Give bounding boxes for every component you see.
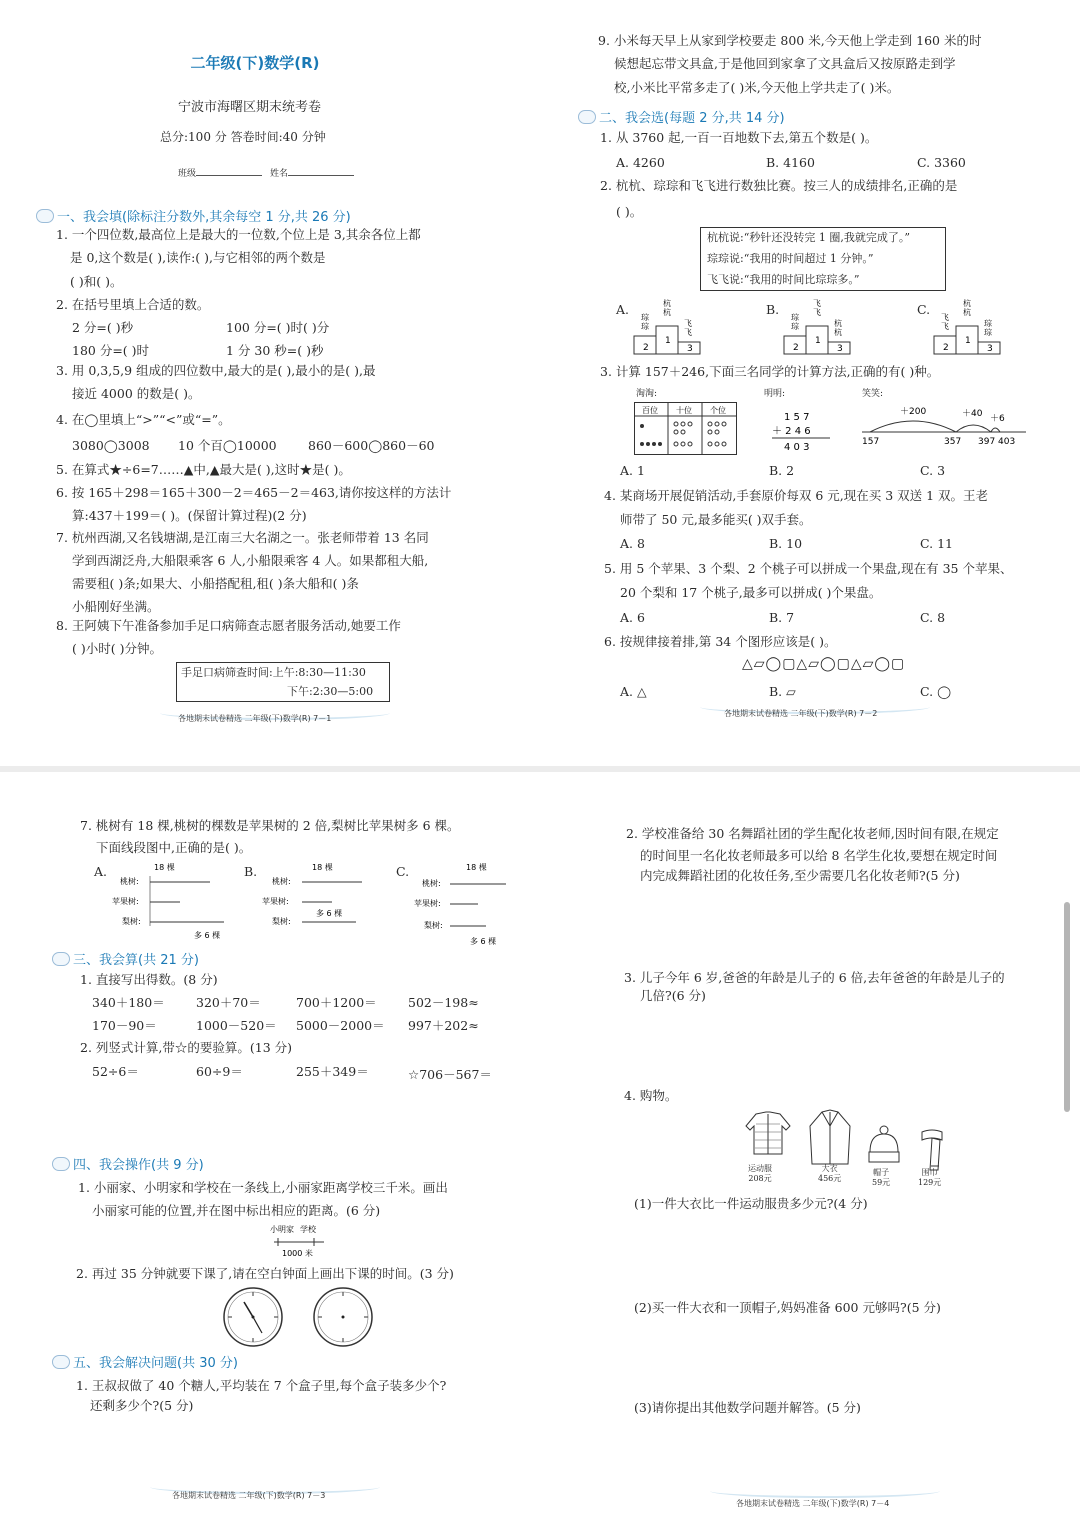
q8-schedule-box [176, 662, 390, 702]
c3-abacus-table [634, 402, 738, 456]
c3-vert-result: 4 0 3 [784, 442, 810, 453]
c3-mark-397: 397 [978, 437, 996, 447]
c6-option-c: C. ◯ [920, 684, 952, 699]
c4-option-a: A. 8 [620, 536, 645, 551]
seg-b-pear: 梨树: [272, 917, 291, 926]
q2-c: 180 分=( )时 [72, 343, 150, 358]
page-title: 二年级(下)数学(R) [190, 54, 320, 72]
jacket-icon [742, 1110, 794, 1156]
a1-r2-1: 170－90＝ [92, 1018, 157, 1033]
podium-a-first: 杭 [663, 299, 671, 308]
c3-col-tens: 十位 [676, 406, 692, 415]
w3-line2: 几倍?(6 分) [640, 988, 706, 1003]
q1-line1: 1. 一个四位数,最高位上是最大的一位数,个位上是 3,其余各位上都 [56, 227, 421, 242]
section-5-heading: 五、我会解决问题(共 30 分) [52, 1352, 238, 1371]
coat-icon [804, 1108, 856, 1168]
a1-r2-3: 5000－2000＝ [296, 1018, 385, 1033]
w2-line3: 内完成舞蹈社团的化妆任务,至少需要几名化妆老师?(5 分) [640, 868, 960, 883]
o1-1000m: 1000 米 [282, 1249, 313, 1258]
podium-a-n3: 3 [687, 344, 693, 354]
c4-line1: 4. 某商场开展促销活动,手套原价每双 6 元,现在买 3 双送 1 双。王老 [604, 488, 989, 503]
c3-col-hundreds: 百位 [642, 406, 658, 415]
c5-line1: 5. 用 5 个苹果、3 个梨、2 个桃子可以拼成一个果盘,现在有 35 个苹果、 [604, 561, 1013, 576]
q2-d: 1 分 30 秒=( )秒 [226, 343, 324, 358]
c6-question: 6. 按规律接着排,第 34 个图形应该是( )。 [604, 634, 837, 649]
section-2-heading: 二、我会选(每题 2 分,共 14 分) [578, 107, 785, 126]
c2-quote-1: 杭杭说:“秒针还没转完 1 圈,我就完成了。” [707, 231, 910, 244]
q8-schedule-pm: 下午:2:30—5:00 [287, 685, 374, 698]
podium-c-third: 琮 [984, 319, 992, 328]
a2-4: ☆706－567＝ [408, 1067, 492, 1082]
c3-jump-40: ＋40 [962, 409, 983, 419]
c2-option-a: A. [616, 302, 630, 317]
seg-c-apple: 苹果树: [414, 899, 441, 908]
seg-b-more6: 多 6 棵 [316, 909, 343, 918]
q8-line1: 8. 王阿姨下午准备参加手足口病筛查志愿者服务活动,她要工作 [56, 618, 401, 633]
podium-b-third-b: 杭 [834, 328, 842, 337]
c1-option-c: C. 3360 [917, 155, 966, 170]
c2-quote-box [700, 227, 946, 291]
q7-line2: 学到西湖泛舟,大船限乘客 6 人,小船限乘客 4 人。如果都租大船, [72, 553, 429, 568]
a1-r1-4: 502－198≈ [408, 995, 479, 1010]
seg-a-peach: 桃树: [120, 877, 139, 886]
c3-vert-mid: ＋ 2 4 6 [772, 426, 811, 437]
q1-line2: 是 0,这个数是( ),读作:( ),与它相邻的两个数是 [70, 250, 326, 265]
q5-line: 5. 在算式★÷6=7……▲中,▲最大是( ),这时★是( )。 [56, 462, 351, 477]
c2-quote-2: 琮琮说:“我用的时间超过 1 分钟。” [707, 252, 874, 265]
c5-option-c: C. 8 [920, 610, 946, 625]
item-hat: 帽子 59元 [872, 1168, 891, 1187]
podium-a-second-b: 琮 [641, 322, 649, 331]
c3-name-1: 淘淘: [636, 389, 658, 399]
item-scarf: 围巾 129元 [918, 1168, 942, 1187]
c3-number-line [858, 404, 1028, 448]
segment-diagram-c [414, 860, 534, 950]
podium-a-third-b: 飞 [684, 328, 692, 337]
footer-p4: 各地期末试卷精选 二年级(下)数学(R) 7－4 [736, 1499, 890, 1508]
q7-line3: 需要租( )条;如果大、小船搭配租,租( )条大船和( )条 [72, 576, 359, 591]
c1-question: 1. 从 3760 起,一百一百地数下去,第五个数是( )。 [600, 130, 878, 145]
exam-meta: 总分:100 分 答卷时间:40 分钟 [160, 130, 326, 144]
podium-c-second: 飞 [941, 313, 949, 322]
c3-mark-157: 157 [862, 437, 880, 447]
segment-diagram-a [112, 860, 232, 944]
a2-1: 52÷6＝ [92, 1064, 139, 1079]
podium-a-third: 飞 [684, 319, 692, 328]
podium-c-third-b: 琮 [984, 328, 992, 337]
q2-a: 2 分=( )秒 [72, 320, 134, 335]
podium-c [932, 298, 1002, 358]
clock-face-blank [312, 1286, 374, 1348]
hat-icon [864, 1124, 904, 1168]
podium-b-first-b: 飞 [813, 308, 821, 317]
q8-line2: ( )小时( )分钟。 [72, 641, 162, 656]
scrollbar-thumb[interactable] [1064, 902, 1070, 1112]
seg-a-pear: 梨树: [122, 917, 141, 926]
c3-question: 3. 计算 157＋246,下面三名同学的计算方法,正确的有( )种。 [600, 364, 940, 379]
item-coat: 大衣 456元 [818, 1164, 842, 1183]
c7-option-a: A. [94, 864, 108, 879]
c3-jump-200: ＋200 [900, 407, 927, 417]
w2-line1: 2. 学校准备给 30 名舞蹈社团的学生配化妆老师,因时间有限,在规定 [626, 826, 999, 841]
seg-b-peach: 桃树: [272, 877, 291, 886]
item-sportswear: 运动服 208元 [748, 1164, 772, 1183]
c7-option-b: B. [244, 864, 258, 879]
seg-c-more6: 多 6 棵 [470, 937, 497, 946]
c6-option-b: B. ▱ [769, 684, 796, 699]
a1-question: 1. 直接写出得数。(8 分) [80, 972, 218, 987]
w4-part3: (3)请你提出其他数学问题并解答。(5 分) [634, 1400, 861, 1415]
c2-line1: 2. 杭杭、琮琮和飞飞进行数独比赛。按三人的成绩排名,正确的是 [600, 178, 958, 193]
section-badge-icon [52, 1355, 70, 1369]
c3-name-2: 明明: [764, 389, 786, 399]
q8-schedule-am: 手足口病筛查时间:上午:8:30—11:30 [181, 666, 366, 679]
section-3-heading: 三、我会算(共 21 分) [52, 949, 199, 968]
c7-option-c: C. [396, 864, 410, 879]
q4-b: 10 个百◯10000 [178, 438, 277, 453]
seg-c-18: 18 棵 [466, 863, 487, 872]
q9-line2: 候想起忘带文具盒,于是他回到家拿了文具盒后又按原路走到学 [614, 56, 956, 71]
c2-option-b: B. [766, 302, 780, 317]
c3-jump-6: ＋6 [990, 414, 1005, 424]
w2-line2: 的时间里一名化妆老师最多可以给 8 名学生化妆,要想在规定时间 [640, 848, 998, 863]
w4-part2: (2)买一件大衣和一顶帽子,妈妈准备 600 元够吗?(5 分) [634, 1300, 941, 1315]
podium-b-second-b: 琮 [791, 322, 799, 331]
footer-p2: 各地期末试卷精选 二年级(下)数学(R) 7－2 [724, 709, 878, 718]
podium-a-n1: 1 [665, 336, 671, 346]
a1-r1-1: 340＋180＝ [92, 995, 165, 1010]
w3-line1: 3. 儿子今年 6 岁,爸爸的年龄是儿子的 6 倍,去年爸爸的年龄是儿子的 [624, 970, 1005, 985]
c5-line2: 20 个梨和 17 个桃子,最多可以拼成( )个果盘。 [620, 585, 882, 600]
clock-face-filled [222, 1286, 284, 1348]
podium-b-third: 杭 [834, 319, 842, 328]
q4-line: 4. 在◯里填上“>”“<”或“=”。 [56, 412, 231, 427]
seg-c-peach: 桃树: [422, 879, 441, 888]
c3-col-ones: 个位 [710, 406, 726, 415]
q9-line1: 9. 小米每天早上从家到学校要走 800 米,今天他上学走到 160 米的时 [598, 33, 982, 48]
q3-line1: 3. 用 0,3,5,9 组成的四位数中,最大的是( ),最小的是( ),最 [56, 363, 376, 378]
a1-r1-3: 700＋1200＝ [296, 995, 377, 1010]
c3-option-c: C. 3 [920, 463, 946, 478]
a1-r1-2: 320＋70＝ [196, 995, 261, 1010]
exam-sheet-bottom [0, 772, 1080, 1539]
footer-p1: 各地期末试卷精选 二年级(下)数学(R) 7－1 [178, 714, 332, 723]
seg-b-apple: 苹果树: [262, 897, 289, 906]
o1-xiaoming-home: 小明家 [270, 1225, 294, 1234]
w1-line2: 还剩多少个?(5 分) [90, 1398, 194, 1413]
q6-line2: 算:437＋199＝( )。(保留计算过程)(2 分) [72, 508, 307, 523]
seg-a-apple: 苹果树: [112, 897, 139, 906]
section-badge-icon [52, 952, 70, 966]
c7-line1: 7. 桃树有 18 棵,桃树的棵数是苹果树的 2 倍,梨树比苹果树多 6 棵。 [80, 818, 460, 833]
podium-c-n2: 2 [943, 343, 949, 353]
segment-diagram-b [262, 860, 382, 944]
c2-option-c: C. [917, 302, 931, 317]
podium-a-second: 琮 [641, 313, 649, 322]
q6-line1: 6. 按 165＋298＝165＋300－2＝465－2＝463,请你按这样的方法计 [56, 485, 452, 500]
section-badge-icon [578, 110, 596, 124]
a1-r2-4: 997＋202≈ [408, 1018, 479, 1033]
podium-b-second: 琮 [791, 313, 799, 322]
q7-line4: 小船刚好坐满。 [72, 599, 160, 614]
q1-line3: ( )和( )。 [70, 274, 123, 289]
podium-b-n1: 1 [815, 336, 821, 346]
podium-c-n3: 3 [987, 344, 993, 354]
q4-a: 3080◯3008 [72, 438, 150, 453]
c7-line2: 下面线段图中,正确的是( )。 [96, 840, 252, 855]
c4-option-b: B. 10 [769, 536, 803, 551]
c3-option-b: B. 2 [769, 463, 795, 478]
c6-shape-sequence: △▱◯▢△▱◯▢△▱◯▢ [742, 656, 906, 672]
podium-c-n1: 1 [965, 336, 971, 346]
footer-p3: 各地期末试卷精选 二年级(下)数学(R) 7－3 [172, 1491, 326, 1500]
c3-vertical-calc [766, 408, 846, 454]
c3-mark-403: 403 [998, 437, 1016, 447]
c5-option-a: A. 6 [620, 610, 645, 625]
podium-a-first-b: 杭 [663, 308, 671, 317]
o1-school: 学校 [300, 1225, 316, 1234]
c6-option-a: A. △ [620, 684, 647, 699]
o1-line1: 1. 小丽家、小明家和学校在一条线上,小丽家距离学校三千米。画出 [78, 1180, 448, 1195]
podium-b [782, 298, 852, 358]
seg-c-pear: 梨树: [424, 921, 443, 930]
seg-b-18: 18 棵 [312, 863, 333, 872]
c3-mark-357: 357 [944, 437, 962, 447]
seg-a-more6: 多 6 棵 [194, 931, 221, 940]
c1-option-a: A. 4260 [616, 155, 665, 170]
c2-line2: ( )。 [616, 204, 643, 219]
podium-b-n3: 3 [837, 344, 843, 354]
section-4-heading: 四、我会操作(共 9 分) [52, 1154, 204, 1173]
podium-c-first: 杭 [963, 299, 971, 308]
a1-r2-2: 1000－520＝ [196, 1018, 277, 1033]
q9-line3: 校,小米比平常多走了( )米,今天他上学共走了( )米。 [614, 80, 900, 95]
podium-b-first: 飞 [813, 299, 821, 308]
o1-distance-figure [268, 1222, 332, 1262]
w1-line1: 1. 王叔叔做了 40 个糖人,平均装在 7 个盒子里,每个盒子装多少个? [76, 1378, 447, 1393]
c3-vert-top: 1 5 7 [784, 412, 810, 423]
c3-option-a: A. 1 [620, 463, 645, 478]
podium-a [632, 298, 702, 358]
seg-a-18: 18 棵 [154, 863, 175, 872]
class-field: 班级 姓名 [178, 163, 354, 186]
c5-option-b: B. 7 [769, 610, 795, 625]
c4-line2: 师带了 50 元,最多能买( )双手套。 [620, 512, 812, 527]
section-badge-icon [36, 209, 54, 223]
q2-b: 100 分=( )时( )分 [226, 320, 330, 335]
o1-line2: 小丽家可能的位置,并在图中标出相应的距离。(6 分) [92, 1203, 381, 1218]
section-1-heading: 一、我会填(除标注分数外,其余每空 1 分,共 26 分) [36, 206, 351, 225]
w4-part1: (1)一件大衣比一件运动服贵多少元?(4 分) [634, 1196, 868, 1211]
exam-sheet-top [0, 0, 1080, 766]
exam-subtitle: 宁波市海曙区期末统考卷 [178, 100, 322, 115]
section-badge-icon [52, 1157, 70, 1171]
q4-c: 860－600◯860－60 [308, 438, 435, 453]
w4-question: 4. 购物。 [624, 1088, 678, 1103]
q3-line2: 接近 4000 的数是( )。 [72, 386, 201, 401]
a2-2: 60÷9＝ [196, 1064, 243, 1079]
podium-c-first-b: 杭 [963, 308, 971, 317]
q2-line: 2. 在括号里填上合适的数。 [56, 297, 210, 312]
c2-quote-3: 飞飞说:“我用的时间比琮琮多。” [707, 273, 860, 286]
o2-question: 2. 再过 35 分钟就要下课了,请在空白钟面上画出下课的时间。(3 分) [76, 1266, 454, 1281]
podium-c-second-b: 飞 [941, 322, 949, 331]
c3-name-3: 笑笑: [862, 389, 884, 399]
podium-b-n2: 2 [793, 343, 799, 353]
footer-wave [710, 1484, 940, 1498]
a2-3: 255＋349＝ [296, 1064, 369, 1079]
a2-question: 2. 列竖式计算,带☆的要验算。(13 分) [80, 1040, 293, 1055]
podium-a-n2: 2 [643, 343, 649, 353]
q7-line1: 7. 杭州西湖,又名钱塘湖,是江南三大名湖之一。张老师带着 13 名同 [56, 530, 429, 545]
c1-option-b: B. 4160 [766, 155, 815, 170]
c4-option-c: C. 11 [920, 536, 953, 551]
